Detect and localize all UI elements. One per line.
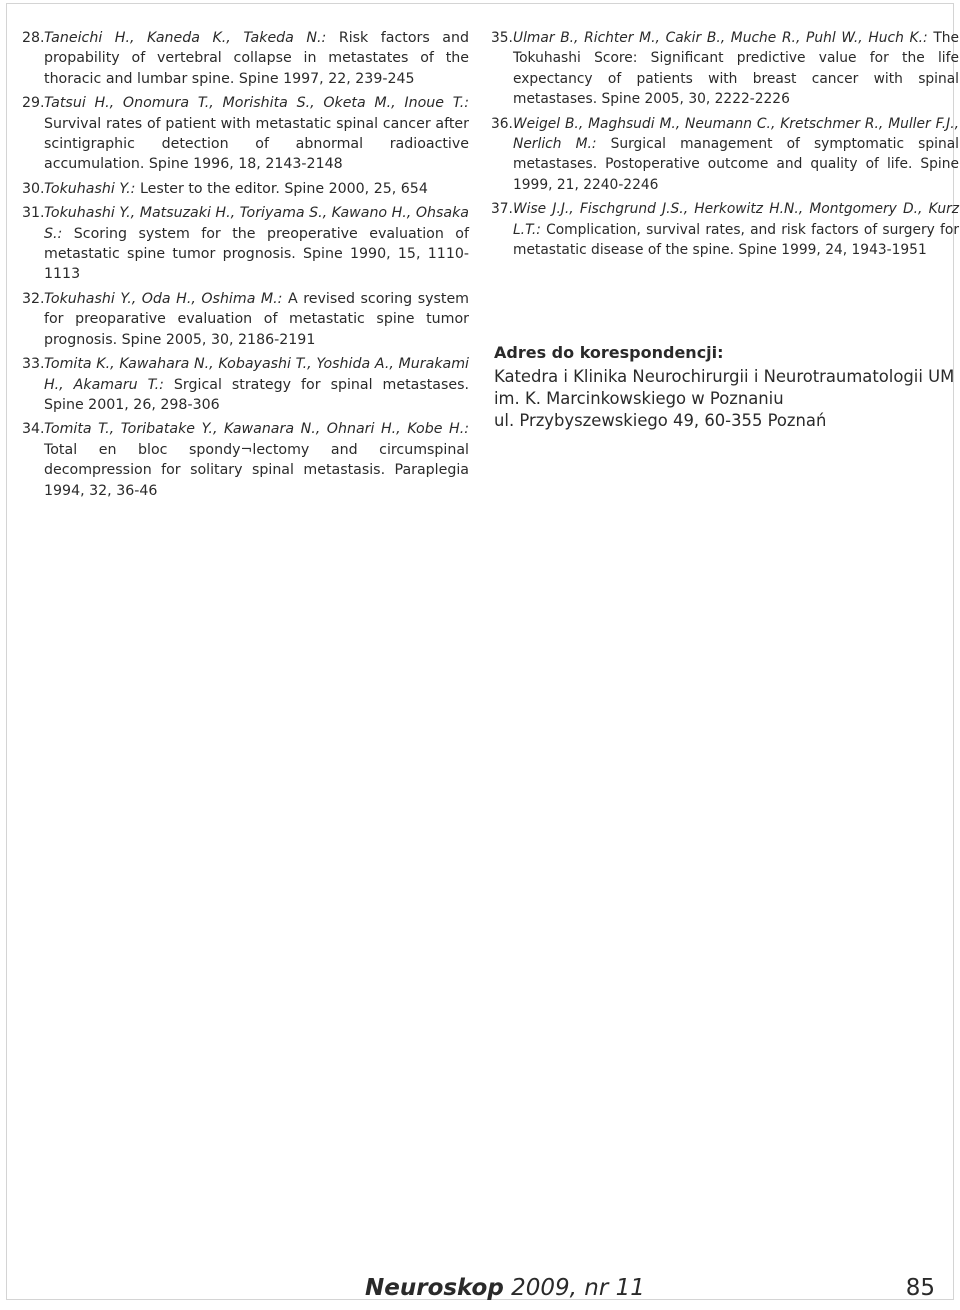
reference-item: 34. Tomita T., Toribatake Y., Kawanara N., Ohnari H., Kobe H.: Total en bloc spondy¬lectomy and circumspinal decompression for solitary spinal metastasis. Paraplegia 1994, 32, 36-46 [22, 421, 469, 499]
references-right-column [493, 28, 959, 264]
reference-item: 32. Tokuhashi Y., Oda H., Oshima M.: A revised scoring system for preoparative evaluation of metastatic spine tumor prognosis. Spine 2005, 30, 2186-2191 [22, 290, 469, 348]
reference-authors: Tomita T., Toribatake Y., Kawanara N., Ohnari H., Kobe H.: [44, 421, 469, 438]
correspondence-title: Adres do korespondencji: [494, 343, 724, 362]
journal-citation [365, 1270, 645, 1306]
reference-item: 28. Taneichi H., Kaneda K., Takeda N.: Risk factors and propability of vertebral collapse in metastates of the thoracic and lumbar spine. Spine 1997, 22, 239-245 [22, 30, 469, 87]
reference-text: Complication, survival rates, and risk factors of surgery for metastatic disease of the spine. Spine 1999, 24, 1943-1951 [513, 221, 959, 259]
reference-text: Survival rates of patient with metastatic spinal cancer after scintigraphic detection of abnormal radioactive accumulation. Spine 1996, 18, 2143-2148 [44, 115, 469, 173]
reference-text: Total en bloc spondy¬lectomy and circumspinal decompression for solitary spinal metastasis. Paraplegia 1994, 32, 36-46 [44, 441, 469, 499]
reference-text: Srgical strategy for spinal metastases. Spine 2001, 26, 298-306 [44, 376, 470, 413]
reference-text: The Tokuhashi Score: Significant predictive value for the life expectancy of patients with breast cancer with spinal metastases. Spine 2005, 30, 2222-2226 [513, 30, 960, 108]
reference-text: Surgical management of symptomatic spinal metastases. Postoperative outcome and quality of life. Spine 1999, 21, 2240-2246 [513, 136, 959, 193]
page-number: 85 [905, 1275, 935, 1301]
reference-text: Scoring system for the preoperative evaluation of metastatic spine tumor prognosis. Spine 1990, 15, 1110-1113 [44, 225, 469, 283]
reference-authors: Tomita K., Kawahara N., Kobayashi T., Yoshida A., Murakami H., Akamaru T.: [44, 356, 469, 393]
references-left-column [24, 28, 469, 505]
reference-authors: Weigel B., Maghsudi M., Neumann C., Kretschmer R., Muller F.J., Nerlich M.: [513, 115, 959, 153]
reference-item: 37. Wise J.J., Fischgrund J.S., Herkowitz H.N., Montgomery D., Kurz L.T.: Complication, survival rates, and risk factors of surgery for metastatic disease of the spine. Spine 1999, 24, 1943-1951 [491, 201, 959, 259]
reference-text: Risk factors and propability of vertebral collapse in metastates of the thoracic and lumbar spine. Spine 1997, 22, 239-245 [44, 30, 469, 87]
correspondence-block [494, 343, 960, 432]
correspondence-institution: Katedra i Klinika Neurochirurgii i Neurotraumatologii UM im. K. Marcinkowskiego w Poznaniu [494, 367, 955, 408]
journal-issue: 2009, nr 11 [503, 1275, 645, 1301]
reference-authors: Ulmar B., Richter M., Cakir B., Muche R., Puhl W., Huch K.: [513, 30, 928, 46]
reference-item: 33. Tomita K., Kawahara N., Kobayashi T., Yoshida A., Murakami H., Akamaru T.: Srgical strategy for spinal metastases. Spine 2001, 26, 298-306 [22, 356, 470, 413]
reference-authors: Tatsui H., Onomura T., Morishita S., Oketa M., Inoue T.: [44, 95, 469, 112]
reference-authors: Tokuhashi Y.: [44, 180, 136, 197]
reference-item: 29. Tatsui H., Onomura T., Morishita S., Oketa M., Inoue T.: Survival rates of patient with metastatic spinal cancer after scintigraphic detection of abnormal radioactive accumulation. Spine 1996, 18, 2143-2148 [22, 95, 469, 173]
page-footer [0, 1270, 960, 1310]
reference-authors: Wise J.J., Fischgrund J.S., Herkowitz H.N., Montgomery D., Kurz L.T.: [513, 201, 959, 238]
reference-item: 36. Weigel B., Maghsudi M., Neumann C., Kretschmer R., Muller F.J., Nerlich M.: Surgical management of symptomatic spinal metastases. Postoperative outcome and quality of life. Spine 1999, 21, 2240-2246 [491, 115, 959, 193]
reference-authors: Tokuhashi Y., Oda H., Oshima M.: [44, 290, 283, 307]
reference-authors: Taneichi H., Kaneda K., Takeda N.: [44, 30, 327, 46]
reference-item: 31. Tokuhashi Y., Matsuzaki H., Toriyama S., Kawano H., Ohsaka S.: Scoring system for the preoperative evaluation of metastatic spine tumor prognosis. Spine 1990, 15, 1110-1113 [22, 205, 469, 283]
reference-item: 30. Tokuhashi Y.: Lester to the editor. Spine 2000, 25, 654 [22, 180, 428, 197]
journal-name: Neuroskop [365, 1275, 504, 1301]
correspondence-address: ul. Przybyszewskiego 49, 60-355 Poznań [494, 411, 827, 430]
reference-text: A revised scoring system for preoparative evaluation of metastatic spine tumor prognosis. Spine 2005, 30, 2186-2191 [44, 290, 469, 348]
reference-text: Lester to the editor. Spine 2000, 25, 654 [135, 180, 428, 197]
reference-item: 35. Ulmar B., Richter M., Cakir B., Muche R., Puhl W., Huch K.: The Tokuhashi Score: Significant predictive value for the life expectancy of patients with breast cancer with spinal metastases. Spine 2005, 30, 2222-2226 [491, 30, 960, 108]
reference-authors: Tokuhashi Y., Matsuzaki H., Toriyama S., Kawano H., Ohsaka S.: [44, 205, 469, 242]
